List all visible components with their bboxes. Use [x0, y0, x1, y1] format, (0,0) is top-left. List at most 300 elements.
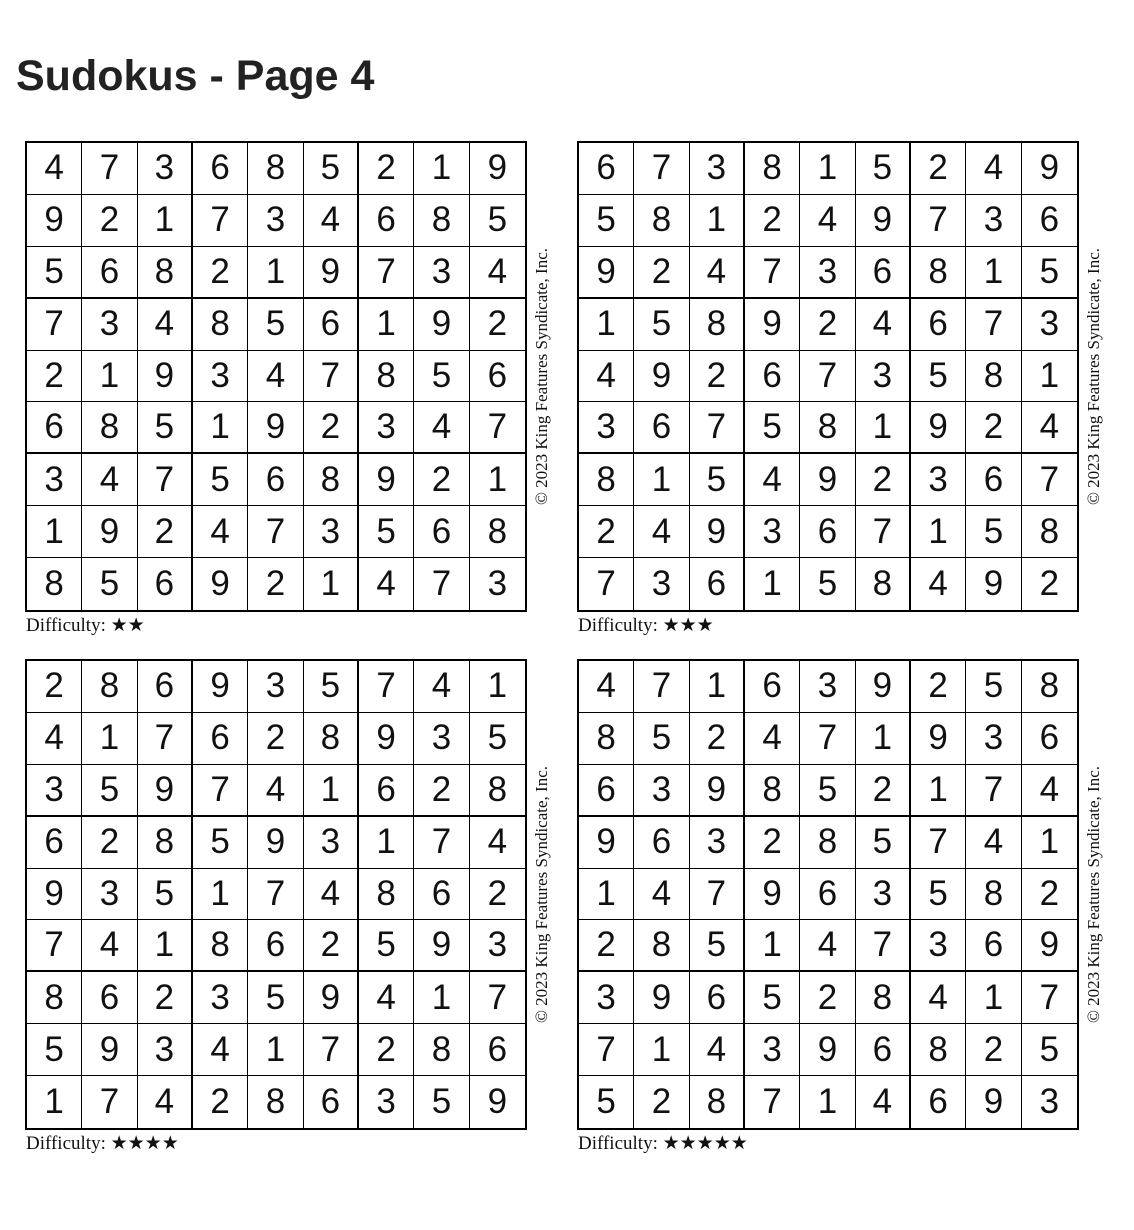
sudoku-cell: 5 — [138, 869, 193, 921]
sudoku-cell: 8 — [414, 195, 469, 247]
sudoku-cell: 6 — [359, 195, 414, 247]
sudoku-grid — [25, 141, 527, 612]
sudoku-cell: 4 — [800, 195, 855, 247]
sudoku-cell: 3 — [359, 1076, 414, 1128]
sudoku-cell: 1 — [82, 351, 137, 403]
sudoku-cell: 5 — [856, 817, 911, 869]
sudoku-cell: 4 — [1022, 765, 1077, 817]
sudoku-cell: 1 — [359, 299, 414, 351]
sudoku-cell: 6 — [470, 1024, 525, 1076]
sudoku-cell: 1 — [911, 765, 966, 817]
sudoku-cell: 8 — [470, 765, 525, 817]
sudoku-cell: 5 — [138, 402, 193, 454]
sudoku-cell: 9 — [1022, 920, 1077, 972]
sudoku-cell: 6 — [911, 299, 966, 351]
sudoku-cell: 4 — [304, 195, 359, 247]
sudoku-cell: 7 — [82, 1076, 137, 1128]
sudoku-cell: 4 — [304, 869, 359, 921]
sudoku-cell: 7 — [304, 1024, 359, 1076]
sudoku-cell: 8 — [634, 195, 689, 247]
sudoku-cell: 1 — [690, 195, 745, 247]
sudoku-cell: 3 — [414, 713, 469, 765]
sudoku-cell: 8 — [248, 143, 303, 195]
sudoku-puzzle-3 — [25, 659, 585, 1179]
sudoku-cell: 7 — [27, 920, 82, 972]
sudoku-cell: 7 — [690, 869, 745, 921]
sudoku-cell: 2 — [470, 299, 525, 351]
sudoku-cell: 7 — [304, 351, 359, 403]
sudoku-cell: 9 — [800, 454, 855, 506]
sudoku-cell: 2 — [27, 351, 82, 403]
sudoku-cell: 3 — [487, 564, 508, 604]
sudoku-cell: 9 — [359, 713, 414, 765]
sudoku-cell: 7 — [911, 817, 966, 869]
sudoku-cell: 9 — [634, 972, 689, 1024]
sudoku-cell: 7 — [193, 195, 248, 247]
sudoku-puzzle-1 — [25, 141, 585, 661]
sudoku-cell: 6 — [911, 1076, 966, 1128]
sudoku-cell: 8 — [745, 765, 800, 817]
sudoku-cell: 9 — [27, 869, 82, 921]
sudoku-cell: 8 — [690, 1076, 745, 1128]
sudoku-cell: 5 — [27, 247, 82, 299]
sudoku-cell: 7 — [1022, 454, 1077, 506]
sudoku-cell: 4 — [414, 402, 469, 454]
sudoku-cell: 2 — [82, 195, 137, 247]
sudoku-cell: 9 — [579, 247, 634, 299]
sudoku-grid — [577, 141, 1079, 612]
sudoku-cell: 2 — [690, 713, 745, 765]
sudoku-cell: 9 — [248, 402, 303, 454]
sudoku-cell: 2 — [911, 661, 966, 713]
sudoku-cell: 3 — [966, 713, 1021, 765]
sudoku-cell: 1 — [470, 661, 525, 713]
sudoku-cell: 6 — [414, 506, 469, 558]
sudoku-cell: 4 — [193, 1024, 248, 1076]
sudoku-cell: 5 — [911, 869, 966, 921]
sudoku-cell: 5 — [579, 195, 634, 247]
sudoku-cell: 3 — [248, 195, 303, 247]
sudoku-cell: 6 — [248, 454, 303, 506]
sudoku-cell: 1 — [193, 869, 248, 921]
sudoku-cell: 1 — [27, 506, 82, 558]
sudoku-cell: 9 — [193, 661, 248, 713]
sudoku-cell: 6 — [856, 1024, 911, 1076]
sudoku-cell: 5 — [800, 558, 855, 610]
sudoku-cell: 8 — [966, 869, 1021, 921]
sudoku-cell: 4 — [359, 972, 414, 1024]
sudoku-cell: 3 — [690, 817, 745, 869]
sudoku-cell: 5 — [579, 1076, 634, 1128]
sudoku-cell: 6 — [138, 558, 193, 610]
sudoku-cell: 4 — [1022, 402, 1077, 454]
sudoku-cell: 6 — [745, 661, 800, 713]
sudoku-cell: 9 — [856, 661, 911, 713]
sudoku-cell: 7 — [414, 817, 469, 869]
sudoku-cell: 1 — [634, 454, 689, 506]
sudoku-cell: 7 — [856, 506, 911, 558]
sudoku-cell: 1 — [1022, 817, 1077, 869]
difficulty-rating: Difficulty: ★★★★ — [26, 1133, 179, 1154]
sudoku-cell: 3 — [248, 661, 303, 713]
sudoku-cell: 2 — [193, 247, 248, 299]
sudoku-cell: 1 — [193, 402, 248, 454]
sudoku-cell: 7 — [414, 558, 469, 610]
copyright-notice: © 2023 King Features Syndicate, Inc. — [532, 248, 551, 506]
sudoku-cell: 9 — [487, 1082, 508, 1122]
sudoku-cell: 5 — [414, 1076, 469, 1128]
sudoku-cell: 3 — [1039, 1082, 1060, 1122]
sudoku-cell: 4 — [966, 817, 1021, 869]
sudoku-cell: 9 — [690, 765, 745, 817]
sudoku-cell: 8 — [82, 661, 137, 713]
sudoku-cell: 5 — [359, 506, 414, 558]
sudoku-cell: 3 — [911, 920, 966, 972]
difficulty-rating: Difficulty: ★★ — [26, 615, 145, 636]
sudoku-cell: 3 — [856, 869, 911, 921]
sudoku-cell: 4 — [911, 558, 966, 610]
sudoku-cell: 7 — [634, 143, 689, 195]
sudoku-cell: 7 — [470, 972, 525, 1024]
sudoku-cell: 8 — [1022, 506, 1077, 558]
sudoku-cell: 2 — [414, 765, 469, 817]
sudoku-cell: 1 — [248, 1024, 303, 1076]
sudoku-cell: 4 — [138, 299, 193, 351]
sudoku-cell: 4 — [138, 1076, 193, 1128]
sudoku-cell: 9 — [966, 1076, 1021, 1128]
sudoku-cell: 4 — [470, 817, 525, 869]
sudoku-cell: 3 — [856, 351, 911, 403]
sudoku-cell: 4 — [248, 765, 303, 817]
sudoku-cell: 2 — [634, 247, 689, 299]
sudoku-cell: 9 — [27, 195, 82, 247]
sudoku-cell: 4 — [800, 920, 855, 972]
sudoku-cell: 8 — [82, 402, 137, 454]
sudoku-cell: 5 — [193, 817, 248, 869]
sudoku-cell: 3 — [359, 402, 414, 454]
sudoku-cell: 2 — [27, 661, 82, 713]
sudoku-cell: 2 — [193, 1076, 248, 1128]
sudoku-cell: 3 — [1022, 299, 1077, 351]
sudoku-cell: 6 — [27, 817, 82, 869]
sudoku-cell: 2 — [248, 558, 303, 610]
sudoku-cell: 2 — [966, 402, 1021, 454]
sudoku-cell: 5 — [634, 713, 689, 765]
sudoku-cell: 3 — [800, 247, 855, 299]
sudoku-cell: 8 — [359, 869, 414, 921]
sudoku-cell: 9 — [911, 402, 966, 454]
sudoku-cell: 9 — [138, 351, 193, 403]
sudoku-cell: 3 — [193, 351, 248, 403]
sudoku-cell: 2 — [800, 299, 855, 351]
sudoku-cell: 4 — [745, 454, 800, 506]
sudoku-cell: 9 — [634, 351, 689, 403]
page-title: Sudokus - Page 4 — [16, 52, 375, 100]
sudoku-cell: 2 — [966, 1024, 1021, 1076]
sudoku-cell: 4 — [966, 143, 1021, 195]
sudoku-cell: 3 — [966, 195, 1021, 247]
sudoku-cell: 4 — [193, 506, 248, 558]
sudoku-cell: 4 — [634, 869, 689, 921]
sudoku-cell: 6 — [414, 869, 469, 921]
sudoku-cell: 5 — [414, 351, 469, 403]
sudoku-cell: 8 — [304, 713, 359, 765]
sudoku-cell: 7 — [193, 765, 248, 817]
sudoku-cell: 8 — [138, 247, 193, 299]
sudoku-cell: 3 — [414, 247, 469, 299]
sudoku-cell: 6 — [27, 402, 82, 454]
sudoku-cell: 3 — [911, 454, 966, 506]
sudoku-cell: 7 — [470, 402, 525, 454]
sudoku-cell: 1 — [579, 869, 634, 921]
sudoku-cell: 7 — [966, 299, 1021, 351]
sudoku-cell: 3 — [745, 506, 800, 558]
sudoku-cell: 3 — [745, 1024, 800, 1076]
sudoku-cell: 5 — [966, 661, 1021, 713]
sudoku-cell: 8 — [911, 1024, 966, 1076]
sudoku-cell: 7 — [1022, 972, 1077, 1024]
sudoku-cell: 9 — [800, 1024, 855, 1076]
sudoku-cell: 9 — [470, 143, 525, 195]
sudoku-cell: 1 — [414, 972, 469, 1024]
sudoku-cell: 4 — [248, 351, 303, 403]
sudoku-cell: 6 — [359, 765, 414, 817]
sudoku-cell: 2 — [745, 817, 800, 869]
sudoku-cell: 3 — [800, 661, 855, 713]
sudoku-cell: 2 — [911, 143, 966, 195]
sudoku-cell: 1 — [138, 195, 193, 247]
sudoku-cell: 2 — [414, 454, 469, 506]
sudoku-cell: 4 — [911, 972, 966, 1024]
sudoku-cell: 2 — [304, 920, 359, 972]
sudoku-cell: 8 — [248, 1076, 303, 1128]
sudoku-cell: 6 — [634, 402, 689, 454]
sudoku-cell: 9 — [248, 817, 303, 869]
sudoku-cell: 5 — [745, 972, 800, 1024]
sudoku-grid — [577, 659, 1079, 1130]
sudoku-cell: 9 — [579, 817, 634, 869]
sudoku-cell: 7 — [800, 351, 855, 403]
sudoku-cell: 5 — [304, 143, 359, 195]
sudoku-cell: 3 — [82, 869, 137, 921]
sudoku-cell: 8 — [579, 454, 634, 506]
sudoku-cell: 4 — [856, 1076, 911, 1128]
sudoku-cell: 1 — [800, 1076, 855, 1128]
sudoku-cell: 5 — [27, 1024, 82, 1076]
sudoku-cell: 1 — [1022, 351, 1077, 403]
sudoku-cell: 3 — [579, 972, 634, 1024]
copyright-notice: © 2023 King Features Syndicate, Inc. — [532, 766, 551, 1024]
sudoku-cell: 5 — [248, 972, 303, 1024]
sudoku-cell: 4 — [27, 713, 82, 765]
sudoku-cell: 3 — [304, 817, 359, 869]
sudoku-cell: 5 — [470, 195, 525, 247]
sudoku-cell: 3 — [690, 143, 745, 195]
sudoku-cell: 5 — [856, 143, 911, 195]
sudoku-puzzle-4 — [577, 659, 1134, 1179]
sudoku-cell: 1 — [966, 972, 1021, 1024]
sudoku-cell: 7 — [248, 869, 303, 921]
sudoku-cell: 6 — [966, 920, 1021, 972]
sudoku-cell: 4 — [579, 661, 634, 713]
sudoku-cell: 6 — [82, 247, 137, 299]
sudoku-cell: 8 — [911, 247, 966, 299]
sudoku-cell: 1 — [800, 143, 855, 195]
sudoku-cell: 8 — [414, 1024, 469, 1076]
sudoku-puzzle-2 — [577, 141, 1134, 661]
sudoku-cell: 5 — [304, 661, 359, 713]
sudoku-cell: 7 — [856, 920, 911, 972]
copyright-notice: © 2023 King Features Syndicate, Inc. — [1084, 766, 1103, 1024]
sudoku-cell: 2 — [82, 817, 137, 869]
sudoku-cell: 7 — [966, 765, 1021, 817]
sudoku-cell: 6 — [966, 454, 1021, 506]
sudoku-cell: 6 — [579, 143, 634, 195]
sudoku-cell: 3 — [27, 454, 82, 506]
sudoku-cell: 9 — [745, 869, 800, 921]
sudoku-cell: 6 — [304, 1076, 359, 1128]
sudoku-cell: 1 — [634, 1024, 689, 1076]
sudoku-cell: 5 — [634, 299, 689, 351]
sudoku-cell: 5 — [690, 920, 745, 972]
sudoku-cell: 9 — [304, 247, 359, 299]
sudoku-cell: 2 — [634, 1076, 689, 1128]
sudoku-cell: 6 — [690, 558, 745, 610]
sudoku-cell: 6 — [634, 817, 689, 869]
sudoku-cell: 8 — [359, 351, 414, 403]
sudoku-cell: 2 — [1039, 564, 1060, 604]
sudoku-cell: 9 — [138, 765, 193, 817]
sudoku-cell: 7 — [248, 506, 303, 558]
sudoku-cell: 6 — [82, 972, 137, 1024]
sudoku-cell: 7 — [634, 661, 689, 713]
sudoku-cell: 5 — [470, 713, 525, 765]
sudoku-cell: 5 — [248, 299, 303, 351]
sudoku-cell: 6 — [690, 972, 745, 1024]
sudoku-cell: 5 — [82, 765, 137, 817]
sudoku-cell: 5 — [359, 920, 414, 972]
difficulty-rating: Difficulty: ★★★ — [578, 615, 714, 636]
sudoku-cell: 3 — [634, 558, 689, 610]
sudoku-cell: 1 — [82, 713, 137, 765]
sudoku-cell: 2 — [138, 972, 193, 1024]
sudoku-cell: 6 — [138, 661, 193, 713]
sudoku-cell: 1 — [248, 247, 303, 299]
sudoku-cell: 5 — [800, 765, 855, 817]
sudoku-cell: 7 — [800, 713, 855, 765]
sudoku-cell: 2 — [856, 765, 911, 817]
sudoku-cell: 7 — [82, 143, 137, 195]
sudoku-cell: 4 — [690, 247, 745, 299]
sudoku-cell: 2 — [579, 506, 634, 558]
sudoku-cell: 4 — [856, 299, 911, 351]
sudoku-cell: 9 — [414, 299, 469, 351]
sudoku-cell: 7 — [690, 402, 745, 454]
sudoku-cell: 3 — [82, 299, 137, 351]
sudoku-cell: 1 — [911, 506, 966, 558]
sudoku-cell: 2 — [690, 351, 745, 403]
sudoku-cell: 8 — [27, 558, 82, 610]
sudoku-cell: 4 — [27, 143, 82, 195]
sudoku-cell: 2 — [304, 402, 359, 454]
sudoku-cell: 5 — [193, 454, 248, 506]
sudoku-cell: 6 — [800, 506, 855, 558]
sudoku-cell: 6 — [193, 713, 248, 765]
sudoku-cell: 4 — [82, 920, 137, 972]
sudoku-cell: 9 — [304, 972, 359, 1024]
sudoku-cell: 9 — [856, 195, 911, 247]
sudoku-cell: 8 — [856, 972, 911, 1024]
sudoku-cell: 7 — [27, 299, 82, 351]
sudoku-cell: 8 — [138, 817, 193, 869]
sudoku-grid — [25, 659, 527, 1130]
sudoku-cell: 9 — [359, 454, 414, 506]
sudoku-cell: 8 — [745, 143, 800, 195]
sudoku-cell: 4 — [359, 558, 414, 610]
sudoku-cell: 8 — [856, 558, 911, 610]
sudoku-cell: 1 — [745, 558, 800, 610]
sudoku-cell: 7 — [579, 1024, 634, 1076]
sudoku-cell: 4 — [470, 247, 525, 299]
sudoku-cell: 4 — [414, 661, 469, 713]
difficulty-rating: Difficulty: ★★★★★ — [578, 1133, 748, 1154]
sudoku-cell: 8 — [470, 506, 525, 558]
sudoku-cell: 2 — [138, 506, 193, 558]
sudoku-cell: 7 — [745, 247, 800, 299]
sudoku-cell: 6 — [1022, 713, 1077, 765]
sudoku-cell: 7 — [138, 454, 193, 506]
sudoku-cell: 8 — [27, 972, 82, 1024]
sudoku-cell: 8 — [966, 351, 1021, 403]
sudoku-cell: 2 — [1022, 869, 1077, 921]
sudoku-cell: 3 — [634, 765, 689, 817]
sudoku-cell: 3 — [470, 920, 525, 972]
sudoku-cell: 8 — [193, 920, 248, 972]
sudoku-cell: 6 — [800, 869, 855, 921]
sudoku-cell: 4 — [82, 454, 137, 506]
sudoku-cell: 1 — [138, 920, 193, 972]
sudoku-cell: 3 — [579, 402, 634, 454]
sudoku-cell: 6 — [745, 351, 800, 403]
sudoku-cell: 5 — [966, 506, 1021, 558]
sudoku-cell: 9 — [82, 1024, 137, 1076]
sudoku-cell: 2 — [248, 713, 303, 765]
sudoku-cell: 6 — [579, 765, 634, 817]
sudoku-cell: 5 — [745, 402, 800, 454]
sudoku-cell: 5 — [82, 558, 137, 610]
sudoku-cell: 8 — [800, 402, 855, 454]
sudoku-cell: 1 — [304, 558, 359, 610]
sudoku-cell: 1 — [359, 817, 414, 869]
sudoku-cell: 9 — [193, 558, 248, 610]
sudoku-cell: 3 — [304, 506, 359, 558]
sudoku-cell: 1 — [414, 143, 469, 195]
sudoku-cell: 9 — [690, 506, 745, 558]
sudoku-cell: 7 — [138, 713, 193, 765]
sudoku-cell: 2 — [359, 143, 414, 195]
sudoku-cell: 7 — [359, 661, 414, 713]
sudoku-cell: 5 — [911, 351, 966, 403]
sudoku-cell: 2 — [359, 1024, 414, 1076]
sudoku-cell: 1 — [304, 765, 359, 817]
sudoku-cell: 4 — [634, 506, 689, 558]
sudoku-cell: 3 — [193, 972, 248, 1024]
sudoku-cell: 9 — [966, 558, 1021, 610]
sudoku-cell: 2 — [579, 920, 634, 972]
sudoku-cell: 7 — [359, 247, 414, 299]
sudoku-cell: 1 — [966, 247, 1021, 299]
sudoku-cell: 8 — [690, 299, 745, 351]
